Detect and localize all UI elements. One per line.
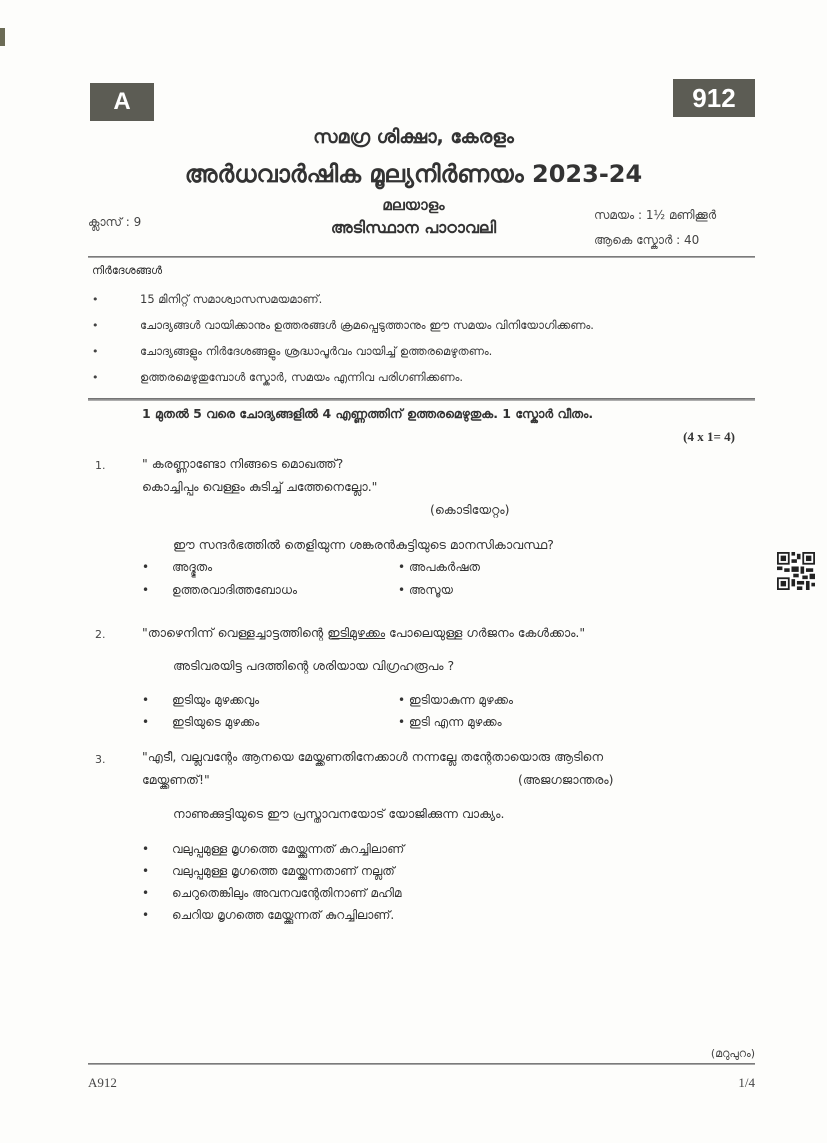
exam-title: അർധവാർഷിക മൂല്യനിർണയം 2023-24 [184, 160, 643, 188]
question-number: 1. [95, 459, 106, 472]
bullet-icon: • [142, 715, 150, 729]
question-1-line-2: കൊച്ചിപ്പം വെള്ളം കുടിച്ച് ചത്തേനെല്ലോ." [142, 479, 378, 494]
bullet-icon: • [142, 842, 150, 856]
question-3-source: (അജഗജാന്തരം) [518, 772, 614, 787]
header-divider [88, 256, 755, 258]
option: • അസൂയ [398, 583, 453, 597]
option: • ഉത്തരവാദിത്തബോധം [142, 583, 297, 597]
total-score-label: ആകെ സ്കോർ : 40 [594, 233, 700, 247]
paper-name: അടിസ്ഥാന പാഠാവലി [330, 218, 497, 237]
question-number: 3. [95, 753, 106, 766]
bullet-icon: • [142, 886, 150, 900]
footer-divider [88, 1063, 755, 1065]
section-marks: (4 x 1= 4) [683, 429, 735, 444]
bullet-icon: • [142, 693, 150, 707]
bullet-icon: • [92, 319, 99, 332]
instruction-item: • ചോദ്യങ്ങളും നിർദേശങ്ങളും ശ്രദ്ധാപൂർവം വായിച്ച് ഉത്തരമെഴുതണം. [92, 344, 493, 358]
footer-paper-code: A912 [88, 1075, 117, 1090]
underlined-word: ഇടിമുഴക്കം [327, 625, 386, 640]
turn-over-note: (മറുപുറം) [710, 1047, 755, 1060]
bullet-icon: • [398, 693, 406, 707]
question-3-line-1: "എടീ, വല്ലവന്റേം ആനയെ മേയ്ക്കണതിനേക്കാൾ നന്നല്ലേ തന്റേതായൊരു ആടിനെ [142, 749, 604, 764]
scan-edge-mark [0, 28, 5, 46]
bullet-icon: • [142, 864, 150, 878]
option: • വലുപ്പമുള്ള മൃഗത്തെ മേയ്ക്കുന്നതാണ് നല്ലത് [142, 864, 395, 878]
subject-title: മലയാളം [382, 196, 445, 214]
bullet-icon: • [92, 345, 99, 358]
organization-title: സമഗ്ര ശിക്ഷാ, കേരളം [313, 126, 514, 148]
option: • ഇടി എന്ന മുഴക്കം [398, 715, 502, 729]
question-3-prompt: നാണുക്കുട്ടിയുടെ ഈ പ്രസ്താവനയോട് യോജിക്കുന്ന വാക്യം. [173, 806, 505, 821]
bullet-icon: • [142, 560, 150, 574]
instruction-item: • 15 മിനിറ്റ് സമാശ്വാസസമയമാണ്. [92, 292, 323, 306]
option: • ഇടിയുടെ മുഴക്കം [142, 715, 260, 729]
question-2-prompt: അടിവരയിട്ട പദത്തിന്റെ ശരിയായ വിഗ്രഹരൂപം ? [173, 658, 455, 673]
bullet-icon: • [142, 583, 150, 597]
version-code-badge: A [90, 83, 154, 121]
option: • ഇടിയും മുഴക്കവും [142, 693, 260, 707]
bullet-icon: • [398, 715, 406, 729]
bullet-icon: • [142, 908, 150, 922]
instructions-divider [88, 398, 755, 401]
class-label: ക്ലാസ് : 9 [88, 215, 142, 229]
option: • ഇടിയാകുന്ന മുഴക്കം [398, 693, 514, 707]
page-number: 1/4 [738, 1075, 755, 1090]
paper-code-badge: 912 [673, 79, 755, 117]
instruction-item: • ചോദ്യങ്ങൾ വായിക്കാനും ഉത്തരങ്ങൾ ക്രമപ്പെടുത്താനും ഈ സമയം വിനിയോഗിക്കണം. [92, 318, 594, 332]
bullet-icon: • [92, 371, 99, 384]
question-1-line-1: " കരണ്ണാണ്ടോ നിങ്ങടെ മൊഖത്ത്? [142, 456, 344, 471]
question-1-source: (കൊടിയേറ്റം) [430, 502, 510, 517]
bullet-icon: • [398, 583, 406, 597]
qr-code-icon [777, 552, 815, 590]
question-number: 2. [95, 628, 106, 641]
option: • ചെറുതെങ്കിലും അവനവന്റേതിനാണ് മഹിമ [142, 886, 402, 900]
question-1-prompt: ഈ സന്ദർഭത്തിൽ തെളിയുന്ന ശങ്കരൻകുട്ടിയുടെ മാനസികാവസ്ഥ? [173, 537, 554, 552]
time-label: സമയം : 1½ മണിക്കൂർ [594, 208, 717, 222]
option: • ചെറിയ മൃഗത്തെ മേയ്ക്കുന്നത് കുറച്ചിലാണ്. [142, 908, 395, 922]
option: • അദ്ഭുതം [142, 560, 213, 574]
section-instruction: 1 മുതൽ 5 വരെ ചോദ്യങ്ങളിൽ 4 എണ്ണത്തിന് ഉത്തരമെഴുതുക. 1 സ്കോർ വീതം. [142, 406, 594, 421]
option: • അപകർഷത [398, 560, 480, 574]
bullet-icon: • [398, 560, 406, 574]
instruction-item: • ഉത്തരമെഴുതുമ്പോൾ സ്കോർ, സമയം എന്നിവ പരിഗണിക്കണം. [92, 370, 464, 384]
bullet-icon: • [92, 293, 99, 306]
question-2-text: "താഴെനിന്ന് വെള്ളച്ചാട്ടത്തിന്റെ ഇടിമുഴക്കം പോലെയുള്ള ഗർജനം കേൾക്കാം." [142, 625, 586, 640]
question-3-line-2: മേയ്ക്കണത്!" [142, 772, 210, 787]
option: • വലുപ്പമുള്ള മൃഗത്തെ മേയ്ക്കുന്നത് കുറച്ചിലാണ് [142, 842, 405, 856]
instructions-title: നിർദേശങ്ങൾ [92, 264, 163, 277]
